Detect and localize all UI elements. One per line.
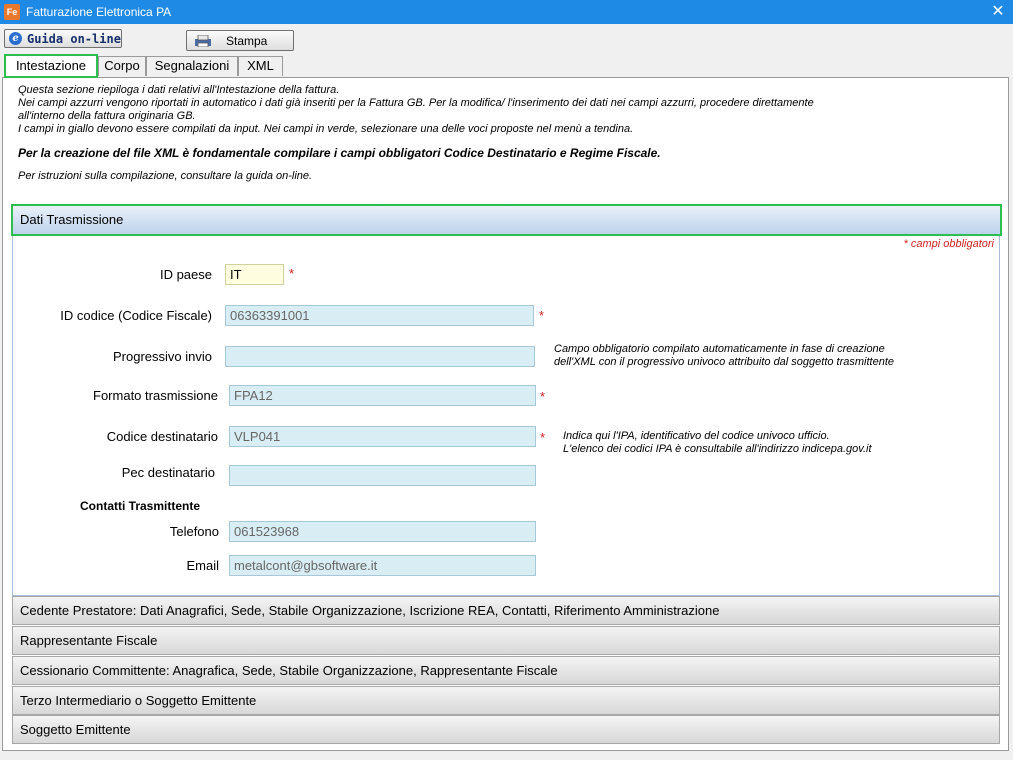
tab-intestazione[interactable]: Intestazione <box>4 54 98 78</box>
progressivo-invio-label: Progressivo invio <box>113 349 212 364</box>
print-button[interactable] <box>186 30 294 51</box>
formato-trasmissione-field[interactable]: FPA12 <box>229 385 536 406</box>
description-line: Nei campi azzurri vengono riportati in automatico i dati già inseriti per la Fattura GB. Per la modifica/ l'inserimento dei dati nei campi azzurri, procedere direttamente <box>18 97 814 109</box>
id-codice-label: ID codice (Codice Fiscale) <box>60 308 212 323</box>
section-header-cedente-prestatore[interactable]: Cedente Prestatore: Dati Anagrafici, Sede, Stabile Organizzazione, Iscrizione REA, Contatti, Riferimento Amministrazione <box>12 596 1000 625</box>
pec-destinatario-label: Pec destinatario <box>121 465 215 480</box>
telefono-label: Telefono <box>169 524 219 539</box>
guide-online-label: Guida on-line <box>27 32 121 46</box>
section-header-dati-trasmissione[interactable]: Dati Trasmissione <box>11 204 1002 236</box>
internet-explorer-icon: e <box>9 32 22 45</box>
printer-icon <box>194 35 212 47</box>
progressivo-hint: dell'XML con il progressivo univoco attribuito dal soggetto trasmittente <box>554 356 895 368</box>
progressivo-hint: Campo obbligatorio compilato automaticamente in fase di creazione <box>554 343 885 355</box>
tab-corpo[interactable]: Corpo <box>98 56 146 76</box>
guide-online-button[interactable] <box>4 29 122 48</box>
title-bar <box>0 0 1013 24</box>
close-icon: ✕ <box>991 3 1005 20</box>
required-asterisk: * <box>539 308 545 323</box>
contatti-trasmittente-title: Contatti Trasmittente <box>80 499 201 513</box>
tab-xml[interactable]: XML <box>238 56 283 76</box>
required-asterisk: * <box>289 266 295 281</box>
codice-destinatario-hint: L'elenco dei codici IPA è consultabile all'indirizzo indicepa.gov.it <box>563 443 872 455</box>
id-paese-field[interactable]: IT <box>225 264 284 285</box>
required-fields-note: * campi obbligatori <box>903 238 994 250</box>
tab-segnalazioni[interactable]: Segnalazioni <box>146 56 238 76</box>
formato-trasmissione-label: Formato trasmissione <box>93 388 218 403</box>
progressivo-invio-field[interactable] <box>225 346 535 367</box>
email-field[interactable]: metalcont@gbsoftware.it <box>229 555 536 576</box>
required-asterisk: * <box>540 389 546 404</box>
guide-note: Per istruzioni sulla compilazione, consultare la guida on-line. <box>18 170 313 182</box>
telefono-field[interactable]: 061523968 <box>229 521 536 542</box>
codice-destinatario-field[interactable]: VLP041 <box>229 426 536 447</box>
id-codice-field[interactable]: 06363391001 <box>225 305 534 326</box>
close-button[interactable] <box>983 0 1013 24</box>
description-line: I campi in giallo devono essere compilati da input. Nei campi in verde, selezionare una delle voci proposte nel menù a tendina. <box>18 123 634 135</box>
section-header-rappresentante-fiscale[interactable]: Rappresentante Fiscale <box>12 626 1000 655</box>
required-asterisk: * <box>540 430 546 445</box>
print-label: Stampa <box>226 34 268 48</box>
description-line: all'interno della fattura originaria GB. <box>18 110 196 122</box>
id-paese-label: ID paese <box>159 267 212 282</box>
window-title: Fatturazione Elettronica PA <box>26 5 172 19</box>
description-line: Questa sezione riepiloga i dati relativi all'Intestazione della fattura. <box>18 84 340 96</box>
email-label: Email <box>186 558 219 573</box>
section-header-soggetto-emittente[interactable]: Soggetto Emittente <box>12 715 1000 744</box>
pec-destinatario-field[interactable] <box>229 465 536 486</box>
codice-destinatario-hint: Indica qui l'IPA, identificativo del codice univoco ufficio. <box>563 430 830 442</box>
codice-destinatario-label: Codice destinatario <box>106 429 218 444</box>
app-logo-icon: Fe <box>4 4 20 20</box>
mandatory-note: Per la creazione del file XML è fondamentale compilare i campi obbligatori Codice Destinatario e Regime Fiscale. <box>18 146 661 160</box>
section-header-terzo-intermediario[interactable]: Terzo Intermediario o Soggetto Emittente <box>12 686 1000 715</box>
section-header-cessionario-committente[interactable]: Cessionario Committente: Anagrafica, Sede, Stabile Organizzazione, Rappresentante Fiscale <box>12 656 1000 685</box>
